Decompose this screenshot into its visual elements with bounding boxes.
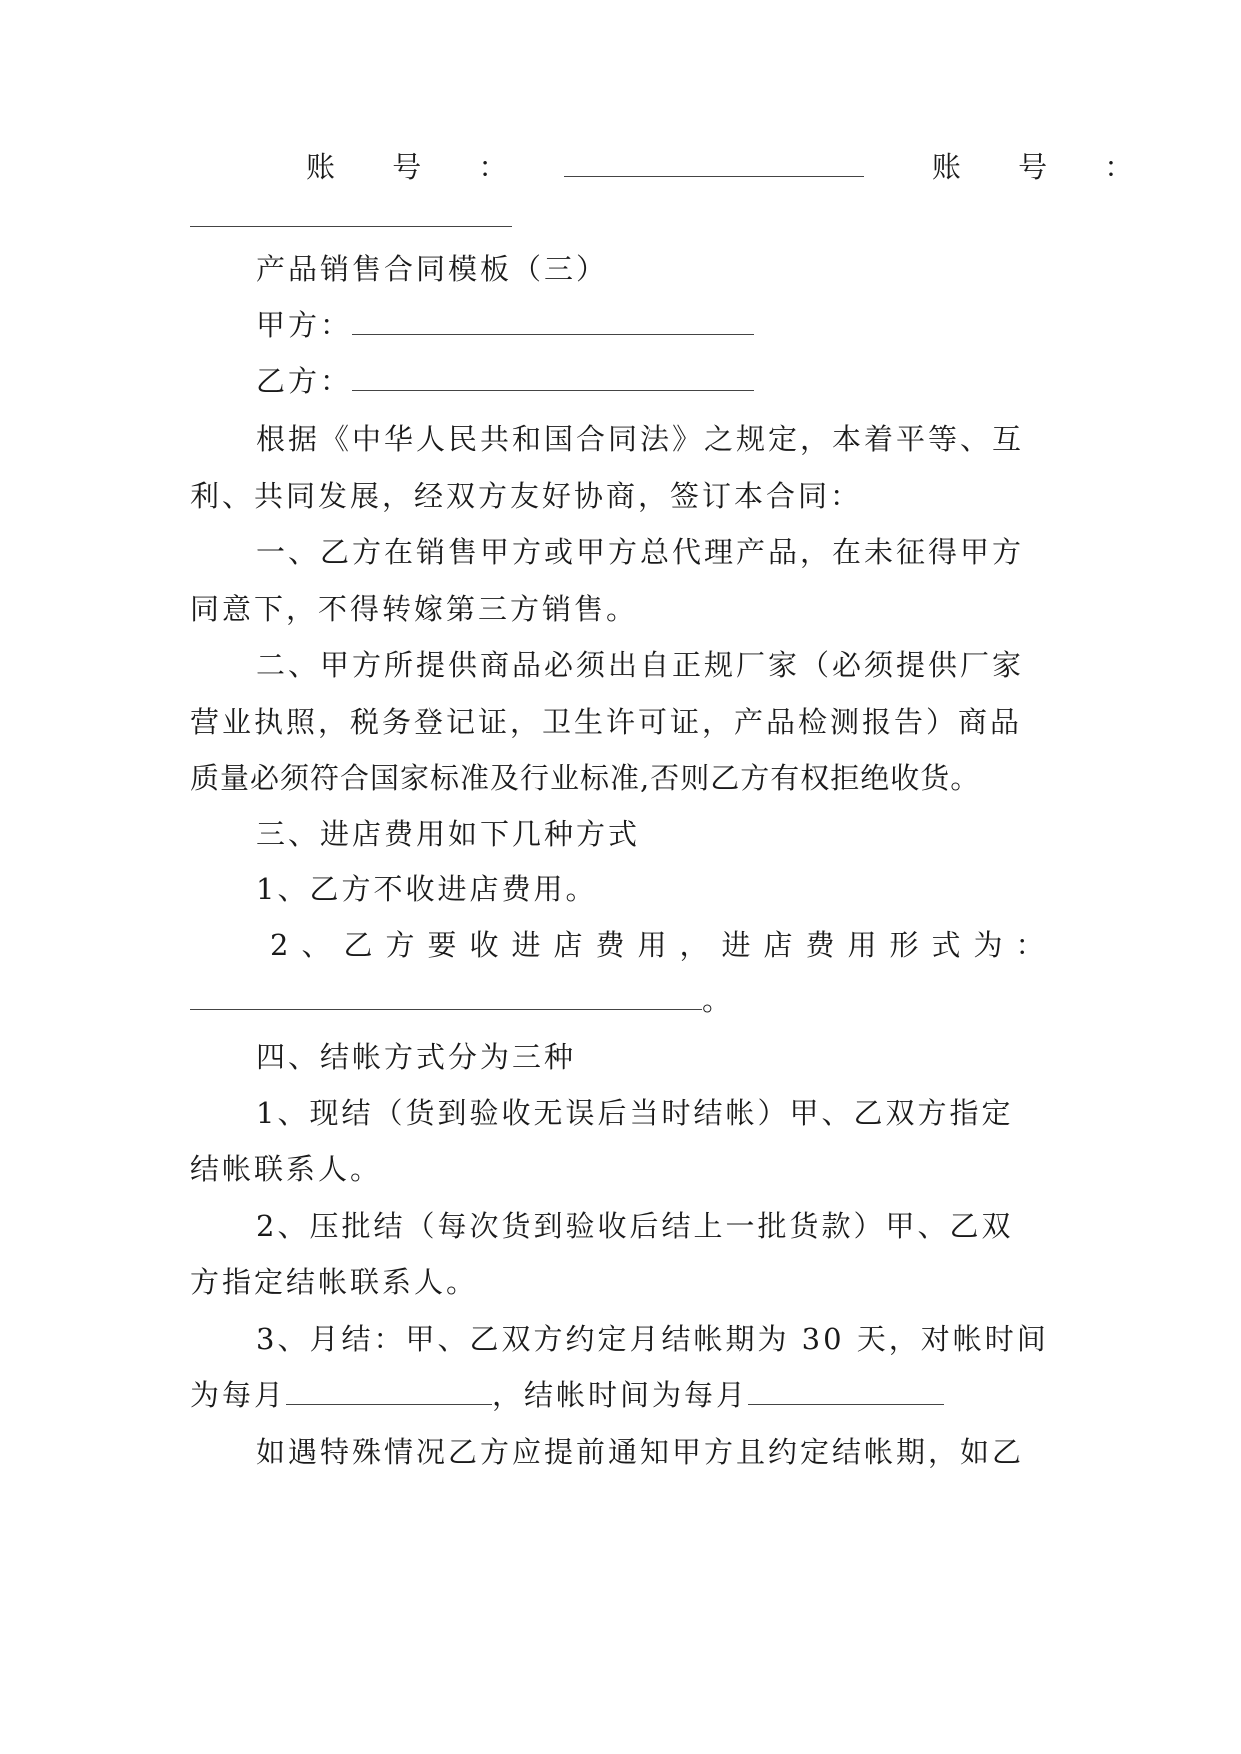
document-title: 产品销售合同模板（三） (256, 252, 609, 286)
clause-3-item-1: 1、乙方不收进店费用。 (256, 872, 598, 906)
clause-4-item-2-line-2: 方指定结帐联系人。 (190, 1265, 479, 1299)
clause-3-item-2: 2、乙方要收进店费用，进店费用形式为： (270, 928, 1058, 962)
account-label-left: 账 号 ： (306, 150, 532, 184)
fee-form-blank[interactable] (190, 983, 702, 1010)
party-a-line (256, 305, 1050, 345)
settle-day-blank[interactable] (748, 1378, 944, 1405)
intro-line-1: 根据《中华人民共和国合同法》之规定，本着平等、互 (256, 422, 1025, 456)
clause-4-item-3-line-2 (190, 1375, 1050, 1415)
intro-line-2: 利、共同发展，经双方友好协商，签订本合同： (190, 479, 863, 513)
clause-4-heading: 四、结帐方式分为三种 (256, 1040, 577, 1074)
reconcile-day-blank[interactable] (286, 1378, 492, 1405)
clause-4-item-2-line-1: 2、压批结（每次货到验收后结上一批货款）甲、乙双 (256, 1209, 1014, 1243)
clause-3-item-2-continuation (190, 980, 1050, 1020)
clause-2-line-1: 二、甲方所提供商品必须出自正规厂家（必须提供厂家 (256, 648, 1025, 682)
account-row (306, 147, 1158, 187)
clause-2-line-3: 质量必须符合国家标准及行业标准,否则乙方有权拒绝收货。 (190, 761, 981, 795)
party-b-line (256, 361, 1050, 401)
party-b-label: 乙方： (256, 364, 353, 398)
party-a-label: 甲方： (256, 308, 353, 342)
clause-3-item-2-end: 。 (702, 983, 735, 1017)
account-row-continuation (190, 197, 1050, 237)
party-a-blank[interactable] (352, 308, 754, 335)
clause-3-heading: 三、进店费用如下几种方式 (256, 817, 641, 851)
settle-label: ，结帐时间为每月 (492, 1378, 749, 1412)
clause-4-item-3-line-1: 3、月结：甲、乙双方约定月结帐期为 30 天，对帐时间 (256, 1322, 1049, 1356)
clause-4-item-1-line-1: 1、现结（货到验收无误后当时结帐）甲、乙双方指定 (256, 1096, 1014, 1130)
party-b-blank[interactable] (352, 364, 754, 391)
clause-2-line-2: 营业执照，税务登记证，卫生许可证，产品检测报告）商品 (190, 705, 1023, 739)
special-case-line-1: 如遇特殊情况乙方应提前通知甲方且约定结帐期，如乙 (256, 1435, 1025, 1469)
clause-1-line-2: 同意下，不得转嫁第三方销售。 (190, 592, 639, 626)
clause-4-item-1-line-2: 结帐联系人。 (190, 1152, 383, 1186)
account-label-right: 账 号 ： (931, 150, 1158, 184)
account-blank-left[interactable] (564, 150, 864, 177)
account-blank-right[interactable] (190, 200, 512, 227)
clause-1-line-1: 一、乙方在销售甲方或甲方总代理产品，在未征得甲方 (256, 535, 1025, 569)
reconcile-label: 为每月 (190, 1378, 287, 1412)
